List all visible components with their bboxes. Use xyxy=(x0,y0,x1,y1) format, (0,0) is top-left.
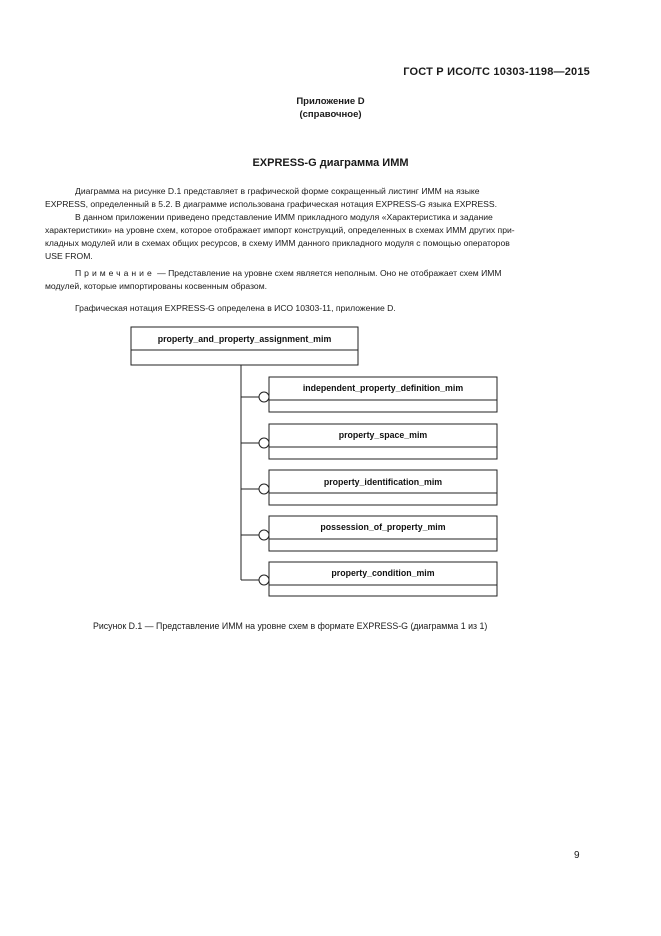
annex-title: Приложение D xyxy=(296,96,365,107)
main-schema-box xyxy=(131,327,358,365)
imported-schema-label-4: possession_of_property_mim xyxy=(320,522,446,532)
paragraph-2-line-4: USE FROM. xyxy=(45,251,93,261)
annex-note: (справочное) xyxy=(299,109,362,120)
imported-schema-box-4 xyxy=(241,516,497,551)
imported-schema-box-2 xyxy=(241,424,497,459)
page-number: 9 xyxy=(574,850,580,861)
paragraph-1-line-2: EXPRESS, определенный в 5.2. В диаграмме использована графическая нотация EXPRESS-G языка EXPRESS. xyxy=(45,199,498,209)
paragraph-2-line-3: кладных модулей или в схемах общих ресурсов, в схему ИММ данного прикладного модуля с помощью операторов xyxy=(45,238,510,248)
note-label: Примечание xyxy=(75,268,155,278)
imported-schema-label-5: property_condition_mim xyxy=(331,568,435,578)
imported-schema-box-5 xyxy=(241,562,497,596)
imported-schema-label-2: property_space_mim xyxy=(338,430,428,440)
use-from-circle-icon xyxy=(259,392,269,402)
use-from-circle-icon xyxy=(259,438,269,448)
imported-schema-box-1 xyxy=(241,377,497,412)
imported-schema-box-3 xyxy=(241,470,497,505)
paragraph-3: Графическая нотация EXPRESS-G определена в ИСО 10303-11, приложение D. xyxy=(75,303,396,313)
main-schema-label: property_and_property_assignment_mim xyxy=(157,334,332,344)
imported-schema-label-3: property_identification_mim xyxy=(323,477,443,487)
note-line-1-text: — Представление на уровне схем является неполным. Оно не отображает схем ИММ xyxy=(157,268,502,278)
section-title: EXPRESS-G диаграмма ИММ xyxy=(252,157,409,169)
imported-schema-label-1: independent_property_definition_mim xyxy=(302,383,464,393)
use-from-circle-icon xyxy=(259,484,269,494)
paragraph-2-line-1: В данном приложении приведено представление ИММ прикладного модуля «Характеристика и задание xyxy=(75,212,493,222)
paragraph-2-line-2: характеристики» на уровне схем, которое отображает импорт конструкций, определенных в схемах ИММ других при- xyxy=(45,225,515,235)
use-from-circle-icon xyxy=(259,530,269,540)
note-line-2: модулей, которые импортированы косвенным образом. xyxy=(45,281,267,291)
figure-caption: Рисунок D.1 — Представление ИММ на уровне схем в формате EXPRESS-G (диаграмма 1 из 1) xyxy=(93,621,488,631)
use-from-circle-icon xyxy=(259,575,269,585)
paragraph-1-line-1: Диаграмма на рисунке D.1 представляет в графической форме сокращенный листинг ИММ на языке xyxy=(75,186,480,196)
standard-header: ГОСТ Р ИСО/ТС 10303-1198—2015 xyxy=(403,66,590,78)
